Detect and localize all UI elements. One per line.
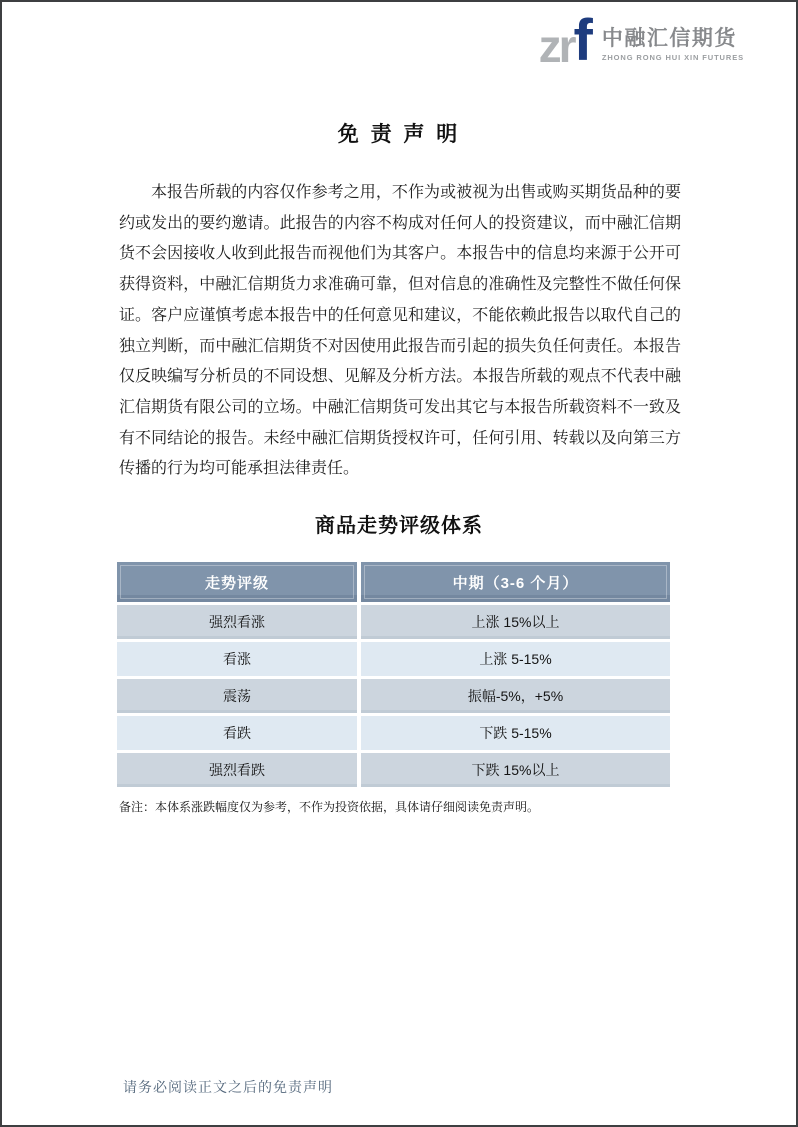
range-cell: 上涨 5-15% xyxy=(361,642,670,676)
company-name-cn: 中融汇信期货 xyxy=(601,27,737,51)
table-row xyxy=(117,679,670,713)
rating-system-title: 商品走势评级体系 xyxy=(315,515,483,538)
table-row xyxy=(117,605,670,639)
range-cell: 振幅-5%，+5% xyxy=(361,679,670,713)
range-cell: 下跌 15%以上 xyxy=(361,753,670,787)
logo-mark-zr: zr xyxy=(538,19,574,72)
rating-note: 备注：本体系涨跌幅度仅为参考，不作为投资依据，具体请仔细阅读免责声明。 xyxy=(119,800,540,815)
rating-table xyxy=(117,562,670,787)
range-cell: 下跌 5-15% xyxy=(361,716,670,750)
rating-cell: 震荡 xyxy=(117,679,357,713)
rating-cell: 看跌 xyxy=(117,716,357,750)
company-logo xyxy=(538,8,744,73)
disclaimer-title: 免 责 声 明 xyxy=(337,123,461,146)
logo-mark-f: f xyxy=(573,8,590,73)
table-row xyxy=(117,642,670,676)
range-cell: 上涨 15%以上 xyxy=(361,605,670,639)
rating-cell: 强烈看涨 xyxy=(117,605,357,639)
rating-cell: 强烈看跌 xyxy=(117,753,357,787)
table-row xyxy=(117,716,670,750)
disclaimer-body: 本报告所载的内容仅作参考之用，不作为或被视为出售或购买期货品种的要约或发出的要约邀请。此报告的内容不构成对任何人的投资建议，而中融汇信期货不会因接收人收到此报告而视他们为其客户。本报告中的信息均来源于公开可获得资料，中融汇信期货力求准确可靠，但对信息的准确性及完整性不做任何保证。客户应谨慎考虑本报告中的任何意见和建议，不能依赖此报告以取代自己的独立判断，而中融汇信期货不对因使用此报告而引起的损失负任何责任。本报告仅反映编写分析员的不同设想、见解及分析方法。本报告所载的观点不代表中融汇信期货有限公司的立场。中融汇信期货可发出其它与本报告所载资料不一致及有不同结论的报告。未经中融汇信期货授权许可，任何引用、转载以及向第三方传播的行为均可能承担法律责任。 xyxy=(119,184,681,478)
zrf-logo-icon xyxy=(538,8,590,73)
header-cell-midterm: 中期（3-6 个月） xyxy=(361,562,670,602)
table-row xyxy=(117,753,670,787)
table-header-row xyxy=(117,562,670,602)
logo-text-block xyxy=(602,27,744,64)
header-cell-rating: 走势评级 xyxy=(117,562,357,602)
company-name-en: ZHONG RONG HUI XIN FUTURES xyxy=(601,53,744,63)
footer-disclaimer-reminder: 请务必阅读正文之后的免责声明 xyxy=(123,1079,333,1095)
rating-cell: 看涨 xyxy=(117,642,357,676)
